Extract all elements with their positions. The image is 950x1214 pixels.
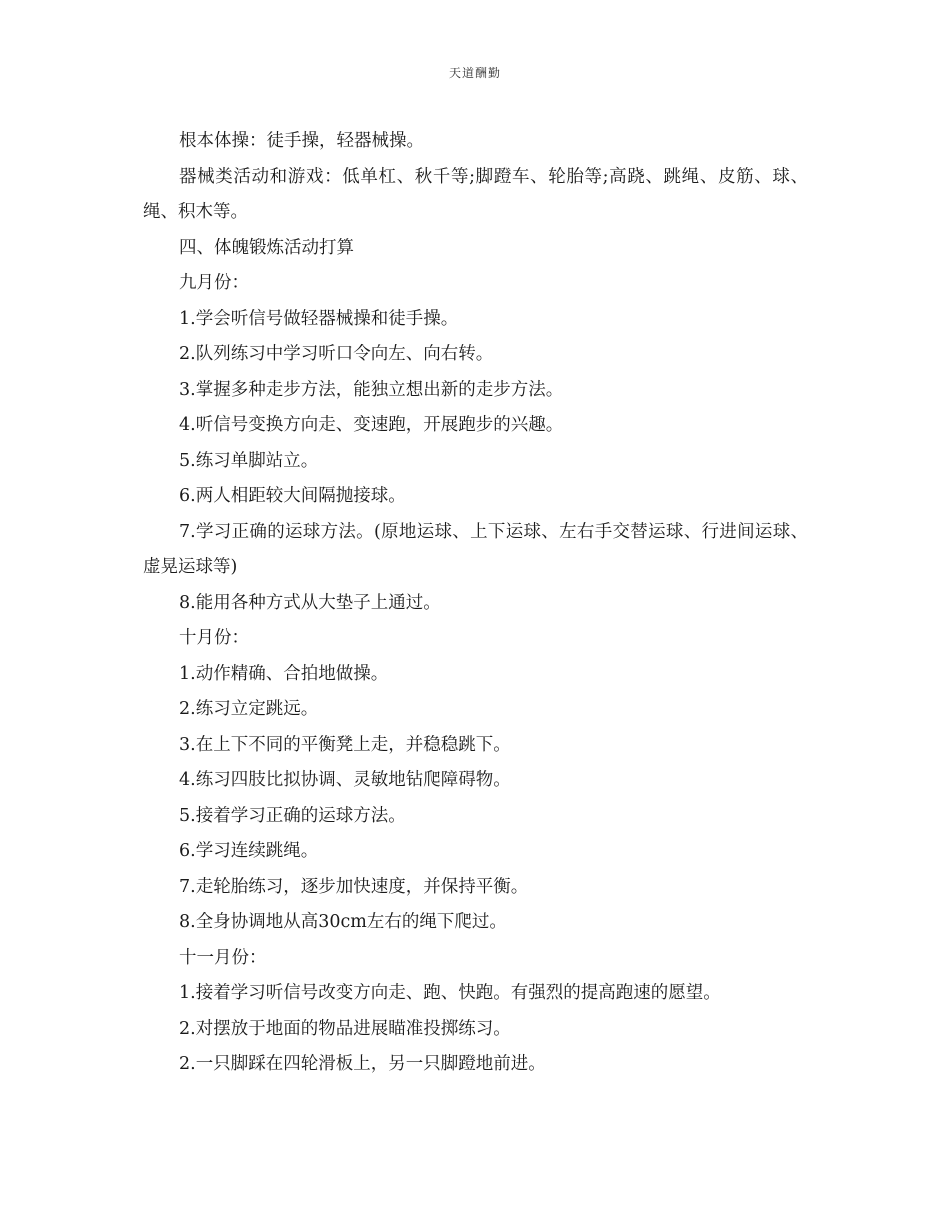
- list-item: 2.对摆放于地面的物品进展瞄准投掷练习。: [179, 1018, 511, 1039]
- list-item: 7.走轮胎练习，逐步加快速度，并保持平衡。: [179, 876, 529, 897]
- list-item: 2.队列练习中学习听口令向左、向右转。: [179, 344, 494, 364]
- list-item: 3.掌握多种走步方法，能独立想出新的走步方法。: [179, 379, 564, 400]
- list-item: 2.一只脚踩在四轮滑板上，另一只脚蹬地前进。: [179, 1054, 546, 1074]
- list-item: 4.练习四肢比拟协调、灵敏地钻爬障碍物。: [179, 770, 511, 790]
- list-item: 6.两人相距较大间隔抛接球。: [179, 486, 406, 506]
- list-item: 4.听信号变换方向走、变速跑，开展跑步的兴趣。: [179, 415, 564, 435]
- list-item: 8.能用各种方式从大垫子上通过。: [179, 592, 441, 613]
- paragraph-equipment-games: 器械类活动和游戏：低单杠、秋千等;脚蹬车、轮胎等;高跷、跳绳、皮筋、球、绳、积木等。: [143, 166, 808, 222]
- month-heading-november: 十一月份：: [179, 947, 267, 968]
- list-item: 2.练习立定跳远。: [179, 699, 319, 719]
- list-item: 7.学习正确的运球方法。(原地运球、上下运球、左右手交替运球、行进间运球、虚晃运球等): [143, 521, 808, 577]
- list-item: 1.学会听信号做轻器械操和徒手操。: [179, 308, 459, 329]
- list-item: 3.在上下不同的平衡凳上走，并稳稳跳下。: [179, 734, 511, 755]
- list-item: 6.学习连续跳绳。: [179, 841, 319, 861]
- month-heading-september: 九月份：: [179, 273, 249, 293]
- section-heading: 四、体魄锻炼活动打算: [179, 237, 354, 258]
- list-item: 5.练习单脚站立。: [179, 450, 319, 471]
- list-item: 8.全身协调地从高30cm左右的绳下爬过。: [179, 912, 507, 932]
- month-heading-october: 十月份：: [179, 628, 249, 648]
- list-item: 1.动作精确、合拍地做操。: [179, 663, 389, 684]
- paragraph-basic-exercises: 根本体操：徒手操，轻器械操。: [179, 131, 424, 151]
- list-item: 1.接着学习听信号改变方向走、跑、快跑。有强烈的提高跑速的愿望。: [179, 983, 721, 1003]
- list-item: 5.接着学习正确的运球方法。: [179, 805, 406, 826]
- document-body: [143, 124, 808, 1083]
- page-header: 天道酬勤: [448, 66, 501, 80]
